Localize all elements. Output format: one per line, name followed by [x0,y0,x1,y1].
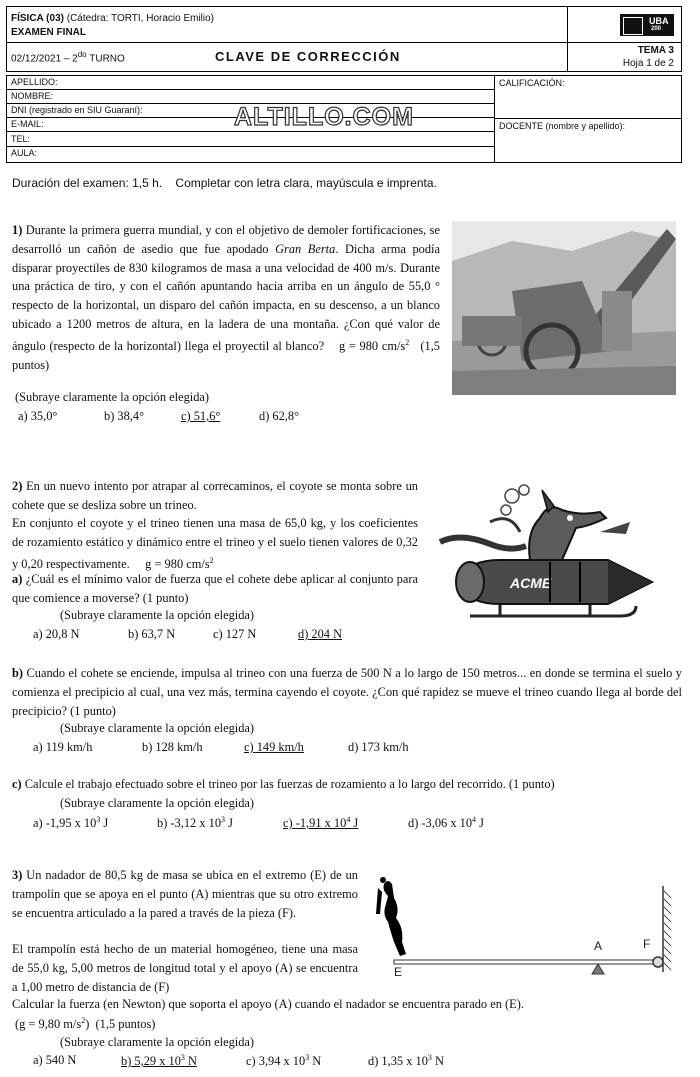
q2c-b-base: b) -3,12 x 10 [157,816,222,831]
q1-number: 1) [12,223,23,237]
q2c-text [12,777,555,792]
page-indicator: Hoja 1 de 2 [622,58,674,69]
q2c-instruction: (Subraye claramente la opción elegida) [60,796,255,810]
q3-d-base: d) 1,35 x 10 [368,1054,428,1069]
q2c-option-a[interactable] [33,815,108,831]
q2a-instruction: (Subraye claramente la opción elegida) [60,608,255,622]
calificacion-cell[interactable]: CALIFICACIÓN: [499,78,565,88]
q2-intro [12,477,418,515]
q2c-label: c) [12,777,22,791]
q3-g-sup: 2 [81,1016,86,1025]
exam-type: EXAMEN FINAL [11,27,86,38]
uba-logo [620,14,674,36]
trampoline-board [394,960,656,964]
q1-g: g = 980 cm/s [338,338,406,353]
q2b-option-d[interactable]: d) 173 km/h [348,740,409,754]
logo-mark [623,17,643,35]
q2a-question: ¿Cuál es el mínimo valor de fuerza que el cohete debe aplicar al conjunto para que comience a moverse? (1 punto) [12,572,418,605]
q3-points: (1,5 puntos) [95,1017,156,1032]
q2a-label: a) [12,572,23,586]
q2b-text [12,664,682,720]
q2c-option-b[interactable] [157,815,233,831]
trampoline-diagram [370,868,676,980]
q3-c-exp: 3 [305,1053,310,1062]
docente-cell[interactable]: DOCENTE (nombre y apellido): [499,121,626,131]
page-title: CLAVE DE CORRECCIÓN [215,49,401,64]
q1-points: (1,5 puntos) [12,338,441,372]
rocket-label: ACME [510,575,552,591]
q2a-option-d[interactable]: d) 204 N [298,627,343,641]
exam-header [6,6,682,72]
q2a-text [12,570,418,608]
q3-question: Calcular la fuerza (en Newton) que soporta el apoyo (A) cuando el nadador se encuentra parado en (E). [12,997,524,1011]
catedra: (Cátedra: TORTI, Horacio Emilio) [66,13,215,24]
q2a-option-b[interactable]: b) 63,7 N [128,627,176,641]
q2c-d-unit: J [476,816,484,831]
turno-text: TURNO [89,53,125,65]
tema-label: TEMA 3 [637,45,674,56]
q3-intro: Un nadador de 80,5 kg de masa se ubica en el extremo (E) de un trampolín que se apoya en el punto (A) mientras que su otro extremo se encuentra articulado a la pared a través de la pieza (F). [12,868,358,920]
q3-b-base: b) 5,29 x 10 [121,1054,181,1069]
field-aula[interactable]: AULA: [11,148,38,158]
coyote-rocket-illustration [430,482,666,632]
field-nombre[interactable]: NOMBRE: [7,90,494,104]
q2-gravity [145,557,213,571]
q1-instruction: (Subraye claramente la opción elegida) [15,390,210,404]
q3-a-base: a) 540 N [33,1053,77,1067]
logo-sub: 200 [651,26,662,32]
q1-option-c[interactable]: c) 51,6° [181,409,221,423]
q3-b-exp: 3 [180,1053,185,1062]
q2c-c-unit: J [350,816,359,831]
q1-text-b: . Dicha arma podía disparar proyectiles de 830 kilogramos de masa a una velocidad de 400 m/s. Durante una práctica de tiro, y con el cañón apuntando hacia arriba en un ángulo de 55,0 ° respecto de la horizontal, un disparo del cañón impacta, en su descenso, a un blanco ubicado a 1200 metros de altura, en la ladera de una montaña. [12,241,440,331]
q1-option-a[interactable]: a) 35,0° [18,409,58,423]
q2-g: g = 980 cm/s [145,556,210,571]
cannon-photo [452,221,676,395]
q3-g: (g = 9,80 m/s [15,1017,82,1032]
q2b-question: Cuando el cohete se enciende, impulsa al trineo con una fuerza de 500 N a lo largo de 150 metros... en donde se termina el suelo y comienza el precipicio al cual, una vez más, termina cayendo el coyote. ¿Con qué rapidez se mueve el trineo cuando llega al borde del precipicio? (1 punto) [12,666,682,718]
q3-gravity-line [15,1016,155,1032]
q2c-a-unit: J [100,816,109,831]
q3-c-unit: N [309,1054,322,1069]
q2c-c-base: c) -1,91 x 10 [283,816,347,831]
swimmer-icon [384,881,407,956]
exam-date [11,50,125,64]
q3-d-exp: 3 [427,1053,432,1062]
q2-g-sup: 2 [209,555,214,565]
q3-option-c[interactable] [246,1053,321,1069]
logo-text: UBA [649,16,669,26]
q2c-c-exp: 4 [346,815,351,824]
course-name: FÍSICA (03) [11,13,64,24]
q2c-option-c[interactable] [283,815,358,831]
label-e: E [394,965,403,979]
q3-option-b[interactable] [121,1053,197,1069]
q2c-question: Calcule el trabajo efectuado sobre el trineo por las fuerzas de rozamiento a lo largo del recorrido. (1 punto) [21,777,555,791]
instructions: Duración del examen: 1,5 h. Completar con letra clara, mayúscula e imprenta. [12,176,437,190]
field-tel[interactable]: TEL: [7,133,494,147]
q3-g-close: ) [85,1017,90,1032]
q2c-a-base: a) -1,95 x 10 [33,816,97,831]
q3-d-unit: N [431,1054,444,1069]
q1-italic: Gran Berta [275,241,336,256]
field-email[interactable]: E-MAIL: [7,118,494,132]
info-right-divider [495,118,681,119]
q1-g-sup: 2 [405,337,410,347]
date-text: 02/12/2021 – 2 [11,53,78,65]
q1-option-b[interactable]: b) 38,4° [104,409,145,423]
q1-text-a: Durante la primera guerra mundial, y con el objetivo de demoler fortificaciones, se desarrolló un cañón de asedio que fue apodado [12,223,440,256]
field-dni[interactable]: DNI (registrado en SIU Guaraní): [7,104,494,118]
q3-option-d[interactable] [368,1053,444,1069]
q1-text [12,221,440,375]
q2c-option-d[interactable] [408,815,484,831]
q2a-option-c[interactable]: c) 127 N [213,627,257,641]
q2-intro-b: En conjunto el coyote y el trineo tienen una masa de 65,0 kg, y los coeficientes de rozamiento estático y dinámico entre el trineo y el suelo tienen valores de 0,32 y 0,20 respectivamente. [12,516,418,571]
q1-option-d[interactable]: d) 62,8° [259,409,300,423]
q2c-b-exp: 3 [221,815,226,824]
q2b-option-b[interactable]: b) 128 km/h [142,740,203,754]
q2-intro-a: En un nuevo intento por atrapar al correcaminos, el coyote se monta sobre un cohete que se desliza sobre un trineo. [12,479,418,512]
q2b-label: b) [12,666,24,680]
q2c-d-exp: 4 [472,815,477,824]
q2-data [12,514,418,574]
date-sup: do [77,50,87,59]
q2b-instruction: (Subraye claramente la opción elegida) [60,721,255,735]
q3-number: 3) [12,868,23,882]
q3-option-a[interactable] [33,1053,76,1068]
info-divider [494,76,495,162]
q3-text-b: El trampolín está hecho de un material homogéneo, tiene una masa de 55,0 kg, 5,00 metros de longitud total y el apoyo (A) se encuentra a 1,00 metro de distancia de (F) [12,942,358,994]
label-f: F [643,937,651,951]
q3-b-unit: N [184,1054,197,1069]
q2c-d-base: d) -3,06 x 10 [408,816,473,831]
q2b-option-c[interactable]: c) 149 km/h [244,740,304,754]
q3-text-a [12,866,358,922]
q3-instruction: (Subraye claramente la opción elegida) [60,1035,255,1049]
q2a-option-a[interactable]: a) 20,8 N [33,627,80,641]
q2c-a-exp: 3 [96,815,101,824]
q3-c-base: c) 3,94 x 10 [246,1054,306,1069]
support-a-icon [592,964,604,974]
hinge-f-icon [653,957,663,967]
q2c-b-unit: J [225,816,233,831]
q2b-option-a[interactable]: a) 119 km/h [33,740,93,754]
label-a: A [594,939,603,953]
q1-gravity [339,339,409,353]
header-divider [567,7,568,71]
q1-question: ¿Con qué valor de ángulo (respecto de la horizontal) llega el proyectil al blanco? [12,316,440,353]
q2-number: 2) [12,479,23,493]
field-apellido[interactable]: APELLIDO: [7,76,494,90]
course-line [11,13,214,24]
watermark: ALTILLO.COM [234,103,414,131]
